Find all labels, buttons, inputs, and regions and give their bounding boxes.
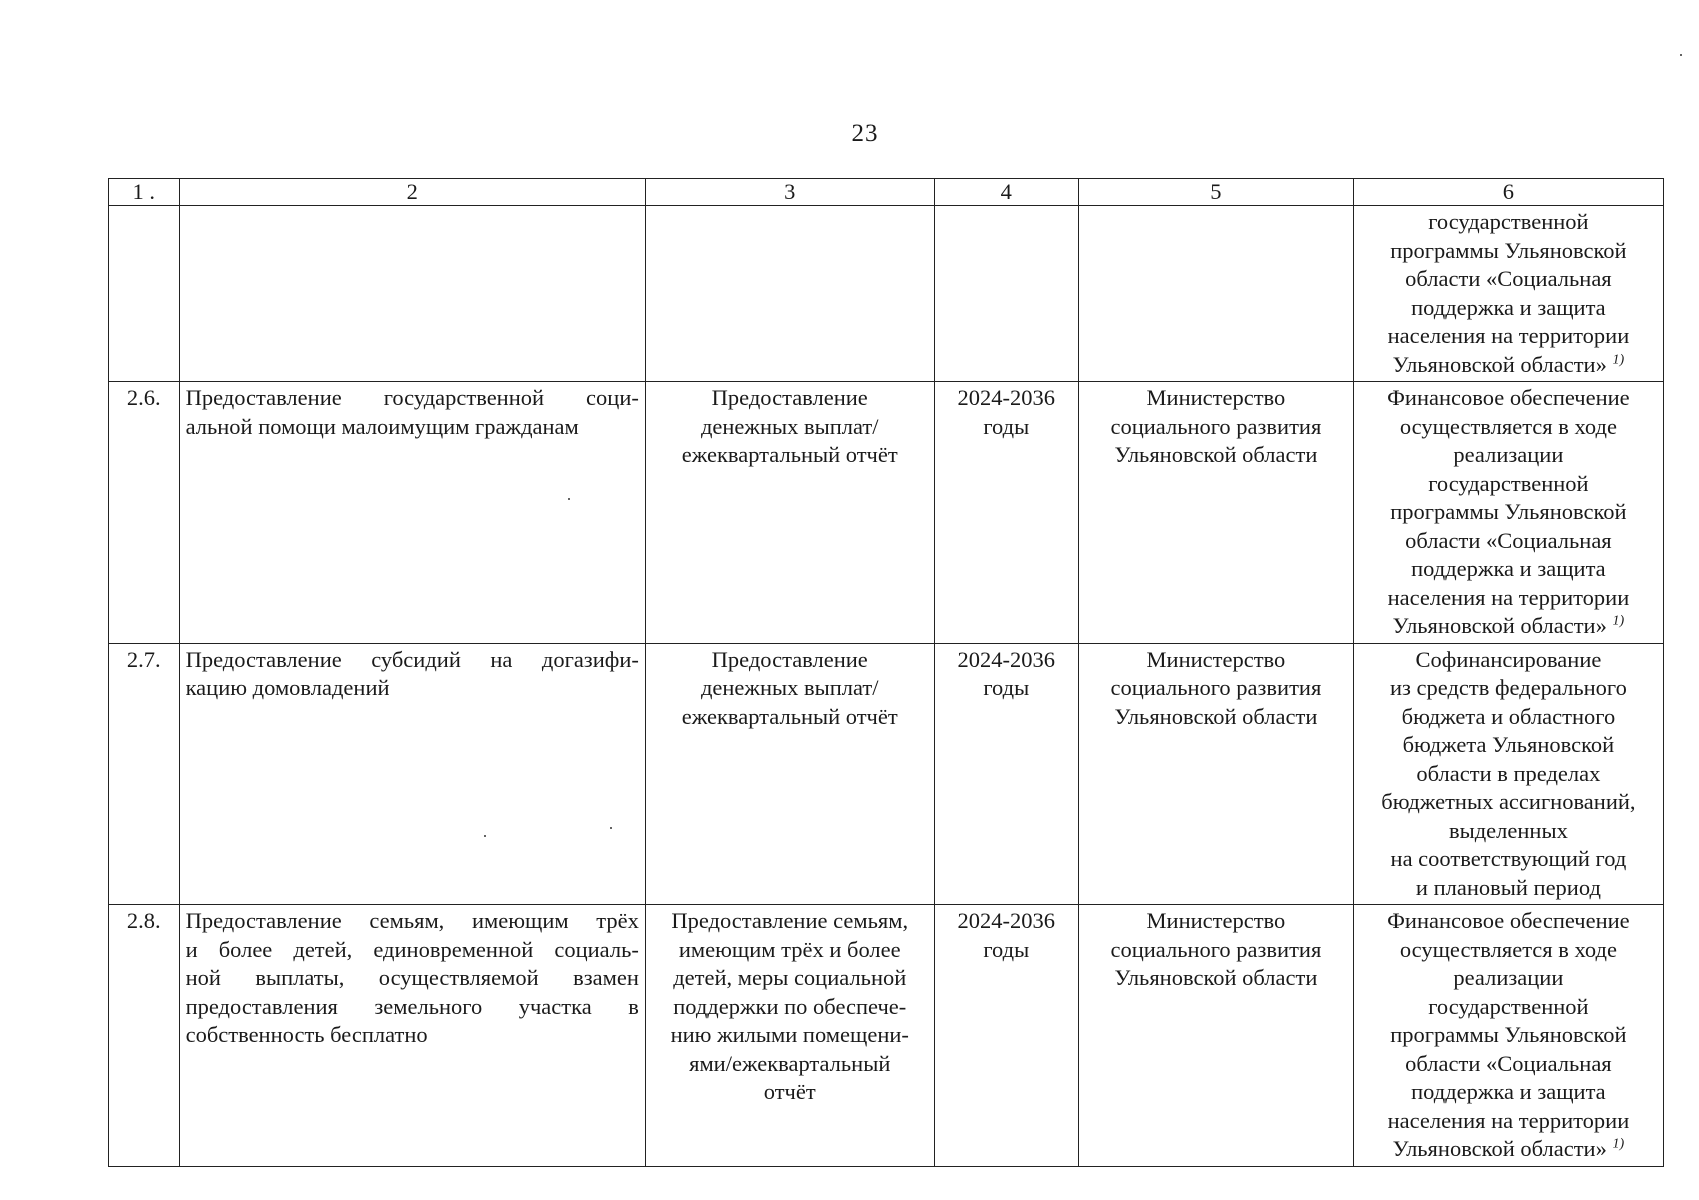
cell-line: области «Социальная (1405, 266, 1612, 291)
continued-num-cell (109, 206, 180, 382)
cell-line: Предоставление государственной соци- (185, 385, 639, 410)
cell-line: поддержки по обеспече- (673, 993, 907, 1019)
cell-line: социального развития (1110, 936, 1322, 962)
measures-table (108, 178, 1664, 1167)
cell-line: Ульяновской области» $^{1)}$ (1392, 351, 1625, 377)
cell-line: ями/ежеквартальный (689, 1050, 891, 1076)
cell-line: денежных выплат/ (700, 413, 879, 439)
continued-desc-cell (179, 206, 645, 382)
column-header-3: 3 (645, 179, 934, 206)
cell-line: имеющим трёх и более (678, 936, 901, 962)
cell-line: бюджетных ассигнований, (1381, 789, 1636, 814)
continued-form-cell (645, 206, 934, 382)
cell-line: Министерство (1146, 908, 1286, 933)
cell-line: и более детей, единовременной социаль- (185, 936, 639, 962)
cell-line: Ульяновской области (1114, 442, 1318, 467)
cell-line: Предоставление семьям, имеющим трёх (185, 908, 639, 933)
implementation-period (934, 382, 1078, 644)
cell-line: бюджета и областного (1401, 703, 1616, 729)
table-header-row (109, 179, 1664, 206)
responsible-executor (1078, 643, 1353, 905)
cell-line: программы Ульяновской (1390, 1022, 1627, 1047)
implementation-period (934, 905, 1078, 1167)
scan-speck (1680, 54, 1682, 56)
cell-line: Предоставление (711, 646, 868, 672)
cell-line: собственность бесплатно (185, 1022, 428, 1047)
responsible-executor (1078, 905, 1353, 1167)
funding-source (1353, 382, 1663, 644)
column-header-2: 2 (179, 179, 645, 206)
implementation-period (934, 643, 1078, 905)
cell-line: области «Социальная (1405, 1050, 1612, 1076)
cell-line: Предоставление субсидий на догазифи- (185, 646, 639, 672)
cell-line: ежеквартальный отчёт (681, 703, 898, 729)
cell-line: кацию домовладений (185, 675, 390, 700)
funding-source (1353, 643, 1663, 905)
cell-line: реализации (1453, 965, 1564, 990)
cell-line: 2024-2036 (957, 385, 1056, 410)
scan-speck (568, 498, 570, 500)
cell-line: государственной (1428, 209, 1589, 234)
cell-line: ежеквартальный отчёт (681, 442, 898, 467)
cell-line: населения на территории (1387, 323, 1630, 348)
cell-line: Предоставление семьям, (671, 908, 909, 933)
footnote-marker: 1) (1612, 613, 1625, 629)
cell-line: детей, меры социальной (673, 965, 907, 990)
column-header-1: 1 . (109, 179, 180, 206)
cell-line: населения на территории (1387, 1107, 1630, 1133)
cell-line: денежных выплат/ (700, 675, 879, 700)
cell-line: Финансовое обеспечение (1387, 908, 1630, 933)
table-row-continued (109, 206, 1664, 382)
row-number: 2.8. (109, 905, 180, 1167)
continued-funding-cell (1353, 206, 1663, 382)
cell-line: Министерство (1146, 385, 1286, 410)
cell-line: годы (983, 936, 1030, 962)
row-number: 2.7. (109, 643, 180, 905)
table-row (109, 382, 1664, 644)
cell-line: Ульяновской области» $^{1)}$ (1392, 1136, 1625, 1161)
cell-line: Софинансирование (1415, 646, 1602, 672)
cell-line: выделенных (1448, 817, 1568, 843)
row-number: 2.6. (109, 382, 180, 644)
cell-line: Предоставление (711, 385, 868, 410)
implementation-form (645, 643, 934, 905)
cell-line: поддержка и защита (1411, 556, 1606, 581)
scan-speck (610, 827, 612, 829)
table-row (109, 905, 1664, 1167)
funding-source (1353, 905, 1663, 1167)
column-header-6: 6 (1353, 179, 1663, 206)
cell-line: и плановый период (1415, 874, 1601, 900)
cell-line: годы (983, 413, 1030, 439)
cell-line: предоставления земельного участка в (185, 993, 639, 1019)
cell-line: области «Социальная (1405, 527, 1612, 553)
column-header-5: 5 (1078, 179, 1353, 206)
cell-line: программы Ульяновской (1390, 237, 1627, 263)
continued-period-cell (934, 206, 1078, 382)
cell-line: реализации (1453, 442, 1564, 467)
footnote-marker: 1) (1612, 1136, 1625, 1152)
cell-line: Финансовое обеспечение (1387, 385, 1630, 410)
cell-line: осуществляется в ходе (1399, 413, 1617, 439)
cell-line: социального развития (1110, 675, 1322, 700)
continued-executor-cell (1078, 206, 1353, 382)
cell-line: на соответствующий год (1390, 846, 1627, 871)
cell-line: поддержка и защита (1411, 294, 1606, 320)
cell-line: социального развития (1110, 413, 1322, 439)
cell-line: из средств федерального (1389, 675, 1627, 700)
cell-line: Министерство (1146, 646, 1286, 672)
column-header-4: 4 (934, 179, 1078, 206)
implementation-form (645, 382, 934, 644)
implementation-form (645, 905, 934, 1167)
cell-line: Ульяновской области» $^{1)}$ (1392, 613, 1625, 638)
cell-line: Ульяновской области (1114, 703, 1318, 729)
page-number: 23 (851, 120, 879, 147)
cell-line: Ульяновской области (1114, 965, 1318, 990)
measure-description (179, 643, 645, 905)
table-row (109, 643, 1664, 905)
scan-speck (484, 835, 486, 837)
cell-line: 2024-2036 (957, 646, 1056, 672)
measure-description (179, 905, 645, 1167)
cell-line: годы (983, 675, 1030, 700)
cell-line: государственной (1428, 470, 1589, 496)
cell-line: осуществляется в ходе (1399, 936, 1617, 962)
cell-line: государственной (1428, 993, 1589, 1019)
cell-line: населения на территории (1387, 584, 1630, 610)
cell-line: программы Ульяновской (1390, 499, 1627, 524)
cell-line: области в пределах (1416, 760, 1601, 786)
cell-line: бюджета Ульяновской (1402, 732, 1615, 757)
cell-line: поддержка и защита (1411, 1079, 1606, 1104)
responsible-executor (1078, 382, 1353, 644)
cell-line: отчёт (763, 1079, 816, 1104)
measure-description (179, 382, 645, 644)
footnote-marker: 1) (1612, 352, 1625, 367)
cell-line: альной помощи малоимущим гражданам (185, 413, 579, 439)
cell-line: ной выплаты, осуществляемой взамен (185, 965, 639, 990)
cell-line: 2024-2036 (957, 908, 1056, 933)
cell-line: нию жилыми помещени- (670, 1022, 909, 1047)
